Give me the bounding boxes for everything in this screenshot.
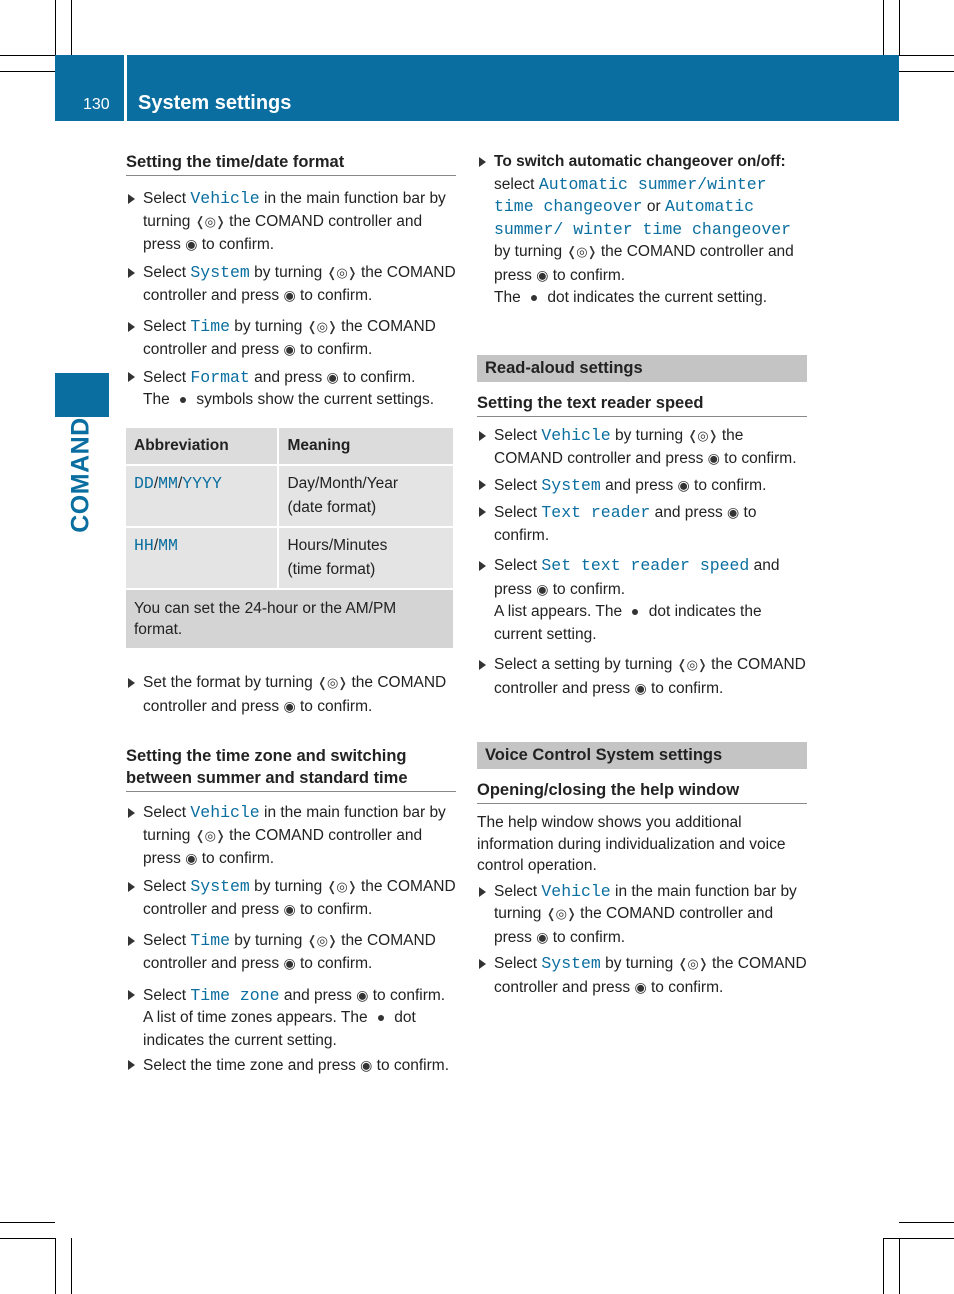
- header-divider: [124, 55, 127, 121]
- crop-mark: [899, 1238, 900, 1294]
- crop-mark: [0, 1238, 55, 1239]
- table-header: Meaning: [278, 428, 454, 466]
- right-column: [477, 151, 807, 999]
- menu-item-automatic-changeover: Automatic summer/winter time changeover: [494, 174, 767, 216]
- instruction-step: Select System by turning ❬◎❭ the COMAND controller and press ◉ to confirm.: [126, 262, 456, 308]
- left-column: [126, 151, 456, 1078]
- menu-item-vehicle: Vehicle: [190, 803, 260, 822]
- controller-turn-icon: ❬◎❭: [677, 956, 708, 971]
- table-row: HH/MM Hours/Minutes (time format): [126, 527, 454, 589]
- side-tab: [55, 373, 109, 417]
- menu-item-text-reader-speed: Set text reader speed: [541, 556, 750, 575]
- controller-press-icon: ◉: [283, 901, 296, 917]
- controller-turn-icon: ❬◎❭: [194, 827, 225, 843]
- menu-item-vehicle: Vehicle: [190, 189, 260, 208]
- menu-item-format: Format: [190, 367, 250, 387]
- menu-item-system: System: [541, 954, 601, 973]
- controller-press-icon: ◉: [536, 580, 549, 597]
- menu-item-time: Time: [190, 930, 230, 950]
- controller-press-icon: ◉: [536, 266, 549, 283]
- page-number: 130: [83, 96, 110, 113]
- crop-mark: [55, 0, 56, 55]
- instruction-step: To switch automatic changeover on/off: select Automatic summer/winter time changeover or Automatic summer/ winter time changeover by turning ❬◎❭ the COMAND controller and press ◉ to confirm. The dot indicates the current setting.: [477, 151, 807, 310]
- instruction-step: Select Vehicle in the main function bar by turning ❬◎❭ the COMAND controller and press ◉ to confirm.: [126, 802, 456, 871]
- instruction-step: Select System and press ◉ to confirm.: [477, 474, 807, 498]
- crop-mark: [883, 0, 884, 55]
- subsection-heading: Opening/closing the help window: [477, 779, 807, 804]
- crop-mark: [0, 71, 55, 72]
- controller-press-icon: ◉: [283, 955, 296, 971]
- table-header: Abbreviation: [126, 428, 278, 466]
- format-table: [126, 428, 455, 649]
- instruction-step: Select Text reader and press ◉ to confirm.: [477, 501, 807, 547]
- crop-mark: [883, 1238, 954, 1239]
- crop-mark: [0, 1222, 55, 1223]
- controller-turn-icon: ❬◎❭: [687, 427, 718, 443]
- menu-item-time: Time: [190, 316, 230, 336]
- dot-icon: [180, 397, 186, 403]
- controller-turn-icon: ❬◎❭: [326, 878, 357, 894]
- controller-press-icon: ◉: [185, 850, 198, 866]
- instruction-step: Select Vehicle in the main function bar by turning ❬◎❭ the COMAND controller and press ◉ to confirm.: [126, 188, 456, 257]
- controller-press-icon: ◉: [707, 450, 720, 466]
- controller-press-icon: ◉: [283, 287, 296, 303]
- controller-press-icon: ◉: [677, 476, 690, 493]
- crop-mark: [899, 0, 900, 55]
- controller-press-icon: ◉: [185, 236, 198, 252]
- dot-icon: [378, 1015, 384, 1021]
- controller-press-icon: ◉: [536, 928, 549, 945]
- menu-item-system: System: [541, 475, 601, 495]
- controller-press-icon: ◉: [634, 978, 647, 995]
- crop-mark: [899, 71, 954, 72]
- crop-mark: [0, 55, 55, 56]
- instruction-step: Select Time by turning ❬◎❭ the COMAND controller and press ◉ to confirm.: [126, 930, 456, 976]
- controller-press-icon: ◉: [326, 368, 339, 385]
- menu-item-vehicle: Vehicle: [541, 881, 611, 901]
- subsection-heading: Setting the text reader speed: [477, 392, 807, 417]
- page-header: [55, 55, 899, 121]
- menu-item-vehicle: Vehicle: [541, 425, 611, 445]
- controller-turn-icon: ❬◎❭: [676, 657, 707, 672]
- dot-icon: [531, 295, 537, 301]
- controller-press-icon: ◉: [356, 986, 369, 1003]
- menu-item-time-zone: Time zone: [190, 985, 280, 1005]
- table-row: DD/MM/YYYY Day/Month/Year (date format): [126, 465, 454, 527]
- instruction-step: Set the format by turning ❬◎❭ the COMAND controller and press ◉ to confirm.: [126, 672, 456, 718]
- controller-turn-icon: ❬◎❭: [317, 675, 348, 690]
- menu-item-system: System: [190, 876, 250, 896]
- controller-press-icon: ◉: [634, 679, 647, 696]
- help-paragraph: The help window shows you additional information during individualization and voice control operation.: [477, 814, 786, 874]
- section-heading: Setting the time zone and switching between summer and standard time: [126, 745, 456, 792]
- instruction-step: Select a setting by turning ❬◎❭ the COMAND controller and press ◉ to confirm.: [477, 654, 807, 700]
- instruction-step: Select Format and press ◉ to confirm. The symbols show the current settings.: [126, 366, 456, 412]
- controller-press-icon: ◉: [727, 504, 740, 520]
- controller-turn-icon: ❬◎❭: [545, 906, 576, 921]
- side-section-label: COMAND: [66, 417, 95, 533]
- instruction-step: Select Vehicle by turning ❬◎❭ the COMAND controller and press ◉ to confirm.: [477, 425, 807, 471]
- menu-item-system: System: [190, 262, 250, 282]
- crop-mark: [71, 0, 72, 55]
- instruction-step: Select the time zone and press ◉ to confirm.: [126, 1054, 456, 1078]
- controller-turn-icon: ❬◎❭: [306, 932, 337, 948]
- instruction-step: Select Set text reader speed and press ◉ to confirm. A list appears. The dot indicates the current setting.: [477, 555, 807, 646]
- controller-press-icon: ◉: [360, 1057, 373, 1073]
- menu-item-automatic-changeover: Automatic summer/ winter time changeover: [494, 197, 792, 239]
- section-banner: Voice Control System settings: [477, 742, 807, 769]
- controller-press-icon: ◉: [283, 341, 296, 357]
- instruction-step: Select Time by turning ❬◎❭ the COMAND controller and press ◉ to confirm.: [126, 316, 456, 362]
- controller-turn-icon: ❬◎❭: [194, 213, 225, 229]
- instruction-step: Select System by turning ❬◎❭ the COMAND controller and press ◉ to confirm.: [477, 953, 807, 999]
- page-title: System settings: [138, 92, 292, 114]
- section-banner: Read-aloud settings: [477, 355, 807, 382]
- controller-turn-icon: ❬◎❭: [566, 244, 597, 259]
- instruction-step: Select Time zone and press ◉ to confirm. A list of time zones appears. The dot indicates the current setting.: [126, 984, 456, 1053]
- controller-press-icon: ◉: [283, 697, 296, 714]
- section-heading: Setting the time/date format: [126, 151, 456, 176]
- crop-mark: [899, 55, 954, 56]
- crop-mark: [899, 1222, 954, 1223]
- controller-turn-icon: ❬◎❭: [306, 318, 337, 334]
- crop-mark: [883, 1238, 884, 1294]
- controller-turn-icon: ❬◎❭: [326, 264, 357, 280]
- instruction-step: Select Vehicle in the main function bar by turning ❬◎❭ the COMAND controller and press ◉ to confirm.: [477, 881, 807, 950]
- crop-mark: [55, 1238, 56, 1294]
- crop-mark: [71, 1238, 72, 1294]
- table-note: You can set the 24-hour or the AM/PM format.: [126, 589, 454, 648]
- dot-icon: [632, 609, 638, 615]
- menu-item-text-reader: Text reader: [541, 503, 651, 522]
- instruction-step: Select System by turning ❬◎❭ the COMAND controller and press ◉ to confirm.: [126, 876, 456, 922]
